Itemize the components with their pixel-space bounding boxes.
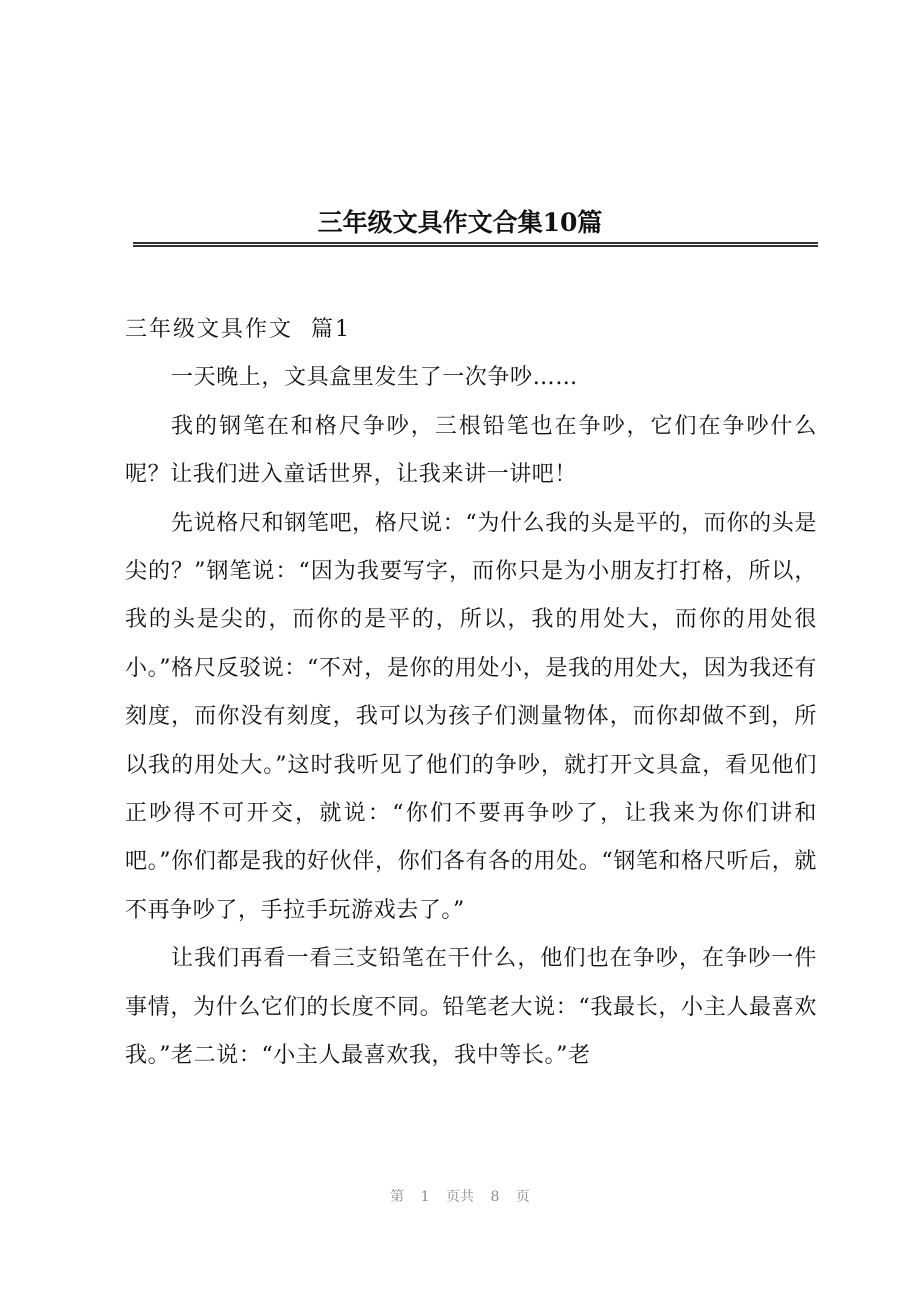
paragraph: 先说格尺和钢笔吧，格尺说：“为什么我的头是平的，而你的头是尖的？”钢笔说：“因为我要写字，而你只是为小朋友打打格，所以，我的头是尖的，而你的是平的，所以，我的用处大，而你的用处很小。”格尺反驳说：“不对，是你的用处小，是我的用处大，因为我还有刻度，而你没有刻度，我可以为孩子们测量物体，而你却做不到，所以我的用处大。”这时我听见了他们的争吵，就打开文具盒，看见他们正吵得不可开交，就说：“你们不要再争吵了，让我来为你们讲和吧。”你们都是我的好伙伴，你们各有各的用处。“钢笔和格尺听后，就不再争吵了，手拉手玩游戏去了。” xyxy=(125,510,817,923)
page-label-prefix: 第 xyxy=(390,1189,405,1205)
paragraph: 一天晚上，文具盒里发生了一次争吵…… xyxy=(171,365,578,391)
page-label-suffix: 页 xyxy=(515,1189,530,1205)
section-heading: 三年级文具作文 篇1 xyxy=(125,317,351,342)
document-title: 三年级文具作文合集10篇 xyxy=(317,207,603,237)
paragraph: 我的钢笔在和格尺争吵，三根铅笔也在争吵，它们在争吵什么呢？让我们进入童话世界，让我来讲一讲吧！ xyxy=(125,413,817,488)
total-pages-number: 8 xyxy=(490,1189,500,1205)
document-body xyxy=(125,306,817,1081)
title-double-rule xyxy=(133,242,818,247)
paragraph: 让我们再看一看三支铅笔在干什么，他们也在争吵，在争吵一件事情，为什么它们的长度不同。铅笔老大说：“我最长，小主人最喜欢我。”老二说：“小主人最喜欢我，我中等长。”老 xyxy=(125,946,817,1069)
current-page-number: 1 xyxy=(420,1189,430,1205)
page-label-mid: 页共 xyxy=(446,1189,474,1205)
page-footer xyxy=(0,1186,920,1206)
